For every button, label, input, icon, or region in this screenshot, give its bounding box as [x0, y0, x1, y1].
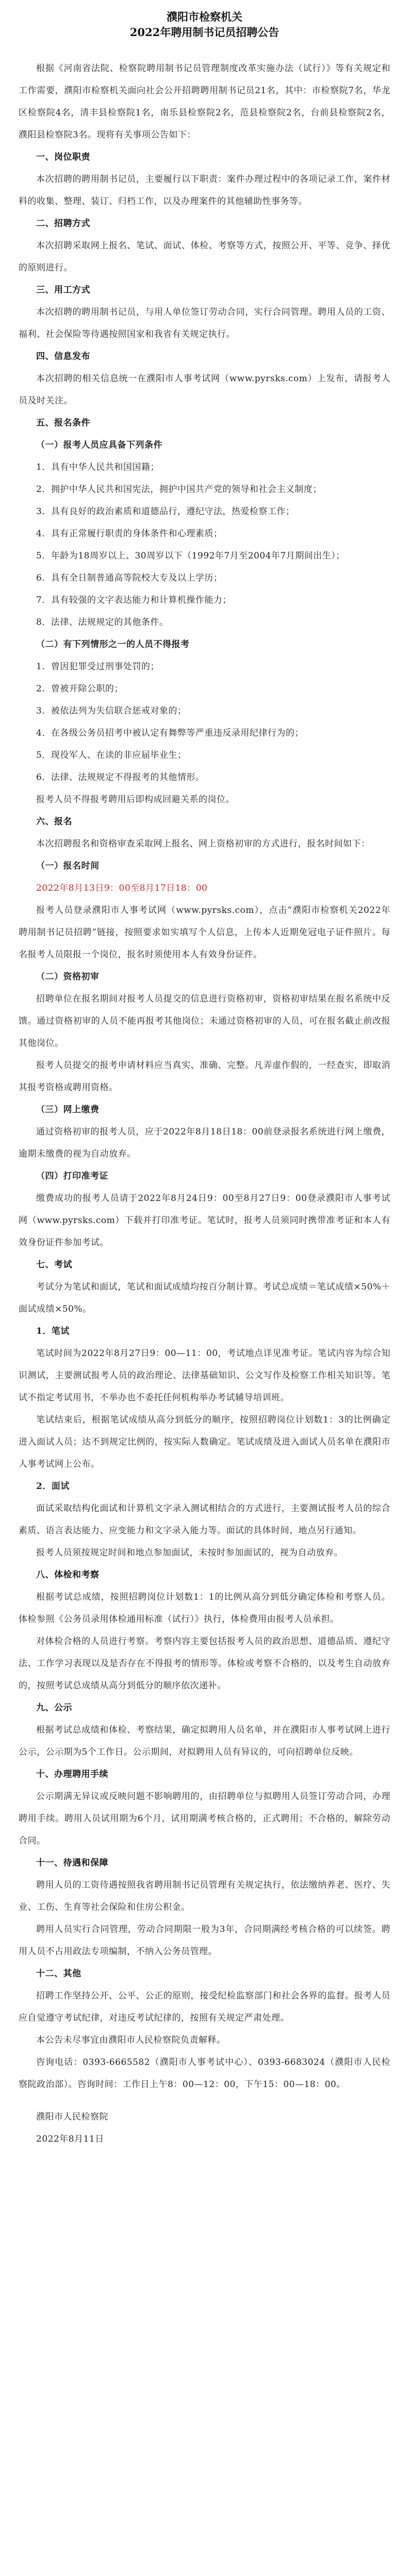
- body-paragraph: 本次招聘的聘用制书记员，主要履行以下职责：案件办理过程中的各项记录工作，案件材料的收集、整理、装订、归档工作，以及办理案件的其他辅助性事务等。: [19, 174, 390, 207]
- subsection-heading: 1．笔试: [36, 1326, 70, 1336]
- subsection-heading: （三）网上缴费: [36, 1105, 100, 1115]
- body-paragraph: 5．年龄为18周岁以上、30周岁以下（1992年7月至2004年7月期间出生）；: [36, 551, 345, 561]
- body-paragraph: 根据《河南省法院、检察院聘用制书记员管理制度改革实施办法（试行）》等有关规定和工作需要，濮阳市检察机关面向社会公开招聘聘用制书记员21名，其中：市检察院7名，华龙区检察院4名，清丰县检察院1名，南乐县检察院2名，范县检察院2名，台前县检察院2名，濮阳县检察院3名。现将有关事项公告如下：: [19, 63, 390, 140]
- body-paragraph: 报考人员提交的报考申请材料应当真实、准确、完整。凡弄虚作假的，一经查实，即取消其报考资格或聘用资格。: [19, 1060, 390, 1093]
- body-paragraph: 报考人员须按规定时间和地点参加面试，未按时参加面试的，视为自动放弃。: [36, 1548, 343, 1558]
- body-paragraph: 2．曾被开除公职的；: [36, 684, 123, 694]
- section-heading: 四、信息发布: [36, 351, 90, 362]
- body-paragraph: 咨询电话：0393-6665582（濮阳市人事考试中心）、0393-6683024（濮阳市人民检察院政治部）。咨询时间：工作日上午8：00—12：00，下午15：00—18：00。: [19, 2057, 390, 2090]
- body-paragraph: 对体检合格的人员进行考察。考察内容主要包括报考人员的政治思想、道德品质、遵纪守法、工作学习表现以及是否存在不得报考的情形等。体检或考察不合格的，以及考生自动放弃的，按照考试总成绩从高分到低分的顺序依次递补。: [19, 1636, 390, 1691]
- body-paragraph: 4．具有正常履行职责的身体条件和心理素质；: [36, 529, 223, 539]
- subsection-heading: （一）报考人员应具备下列条件: [36, 440, 162, 450]
- section-heading: 十二、其他: [36, 1969, 81, 1979]
- body-paragraph: 笔试结束后，根据笔试成绩从高分到低分的顺序，按照招聘岗位计划数1：3的比例确定进入面试人员；达不到规定比例的，按实际人数确定。笔试成绩及进入面试人员名单在濮阳市人事考试网上公布。: [19, 1415, 390, 1469]
- body-paragraph: 本次招聘的相关信息统一在濮阳市人事考试网（www.pyrsks.com）上发布，请报考人员及时关注。: [19, 374, 390, 406]
- body-paragraph: 6．法律、法规规定不得报考的其他情形。: [36, 772, 205, 783]
- body-paragraph: 2022年8月11日: [36, 2134, 104, 2144]
- body-paragraph: 招聘工作坚持公开、公平、公正的原则，接受纪检监察部门和社会各界的监督。报考人员应自觉遵守考试纪律，对违反考试纪律的，按照有关规定严肃处理。: [19, 1991, 390, 2023]
- subsection-heading: （二）资格初审: [36, 972, 100, 982]
- body-paragraph: 聘用人员实行合同管理，劳动合同期限一般为3年，合同期满经考核合格的可以续签。聘用人员不占用政法专项编制，不纳入公务员管理。: [19, 1924, 390, 1957]
- body-paragraph: 报考人员不得报考聘用后即构成回避关系的岗位。: [36, 794, 235, 805]
- section-heading: 六、报名: [36, 817, 72, 827]
- body-paragraph: 1．曾因犯罪受过刑事处罚的；: [36, 662, 159, 672]
- highlight-paragraph: 2022年8月13日9：00至8月17日18：00: [36, 883, 208, 893]
- body-paragraph: 招聘单位在报名期间对报考人员提交的信息进行资格初审，资格初审结果在报名系统中反馈。通过资格初审的人员不能再报考其他岗位；未通过资格初审的人员，可在报名截止前改报其他岗位。: [19, 994, 390, 1048]
- body-paragraph: 缴费成功的报考人员请于2022年8月24日9：00至8月27日9：00登录濮阳市人事考试网（www.pyrsks.com）下载并打印准考证。笔试时，报考人员须同时携带准考证和本人有效身份证件参加考试。: [19, 1193, 390, 1248]
- body-paragraph: 聘用人员的工资待遇按照我省聘用制书记员管理有关规定执行，依法缴纳养老、医疗、失业、工伤、生育等社会保险和住房公积金。: [19, 1880, 390, 1912]
- section-heading: 九、公示: [36, 1703, 72, 1713]
- body-paragraph: 7．具有较强的文字表达能力和计算机操作能力；: [36, 595, 232, 605]
- subsection-heading: （一）报名时间: [36, 861, 100, 871]
- body-paragraph: 5．现役军人、在读的非应届毕业生；: [36, 750, 187, 760]
- body-paragraph: 面试采取结构化面试和计算机文字录入测试相结合的方式进行，主要测试报考人员的综合素质、语言表达能力、应变能力和文字录入能力等。面试的具体时间、地点另行通知。: [19, 1503, 390, 1536]
- section-heading: 十一、待遇和保障: [36, 1858, 108, 1868]
- announcement-body: [19, 58, 390, 2150]
- body-paragraph: 3．被依法列为失信联合惩戒对象的；: [36, 706, 187, 716]
- subsection-heading: 2．面试: [36, 1481, 70, 1492]
- section-heading: 八、体检和考察: [36, 1570, 100, 1580]
- body-paragraph: 报考人员登录濮阳市人事考试网（www.pyrsks.com），点击“濮阳市检察机关2022年聘用制书记员招聘”链接，按照要求如实填写个人信息，上传本人近期免冠电子证件照片。每名报考人员限报一个岗位，报名时须使用本人有效身份证件。: [19, 905, 390, 960]
- body-paragraph: 本次招聘的聘用制书记员，与用人单位签订劳动合同，实行合同管理。聘用人员的工资、福利、社会保险等待遇按照国家和我省有关规定执行。: [19, 307, 390, 340]
- body-paragraph: 笔试时间为2022年8月27日9：00—11：00，考试地点详见准考证。笔试内容为综合知识测试，主要测试报考人员的政治理论、法律基础知识、公文写作及检察工作相关知识等。笔试不指定考试用书，不举办也不委托任何机构举办考试辅导培训班。: [19, 1348, 390, 1403]
- section-heading: 一、岗位职责: [36, 152, 90, 162]
- section-heading: 三、用工方式: [36, 285, 90, 295]
- page-subtitle: 2022年聘用制书记员招聘公告: [129, 26, 280, 39]
- body-paragraph: 本公告未尽事宜由濮阳市人民检察院负责解释。: [36, 2035, 226, 2045]
- body-paragraph: 4．在各级公务员招考中被认定有舞弊等严重违反录用纪律行为的；: [36, 728, 304, 738]
- body-paragraph: 8．法律、法规规定的其他条件。: [36, 617, 169, 628]
- blank-line: [19, 2096, 390, 2106]
- body-paragraph: 通过资格初审的报考人员，应于2022年8月18日18：00前登录报名系统进行网上缴费，逾期未缴费的视为自动放弃。: [19, 1127, 390, 1159]
- subsection-heading: （四）打印准考证: [36, 1171, 108, 1181]
- body-paragraph: 根据考试总成绩和体检、考察结果，确定拟聘用人员名单，并在濮阳市人事考试网上进行公示，公示期为5个工作日。公示期间，对拟聘用人员有异议的，可向招聘单位反映。: [19, 1725, 390, 1757]
- body-paragraph: 濮阳市人民检察院: [36, 2112, 108, 2122]
- body-paragraph: 2．拥护中华人民共和国宪法，拥护中国共产党的领导和社会主义制度；: [36, 484, 322, 495]
- body-paragraph: 考试分为笔试和面试，笔试和面试成绩均按百分制计算。考试总成绩＝笔试成绩×50%＋面试成绩×50%。: [19, 1282, 390, 1314]
- subsection-heading: （二）有下列情形之一的人员不得报考: [36, 639, 190, 650]
- section-heading: 二、招聘方式: [36, 218, 90, 229]
- body-paragraph: 本次招聘采取网上报名、笔试、面试、体检、考察等方式，按照公开、平等、竞争、择优的原则进行。: [19, 241, 390, 273]
- page-title: 濮阳市检察机关: [167, 10, 242, 23]
- body-paragraph: 3．具有良好的政治素质和道德品行，遵纪守法，热爱检察工作；: [36, 506, 295, 517]
- body-paragraph: 根据考试总成绩，按照招聘岗位计划数1：1的比例从高分到低分确定体检和考察人员。体检参照《公务员录用体检通用标准（试行）》执行，体检费用由报考人员承担。: [19, 1592, 390, 1624]
- section-heading: 七、考试: [36, 1260, 72, 1270]
- body-paragraph: 公示期满无异议或反映问题不影响聘用的，由招聘单位与拟聘用人员签订劳动合同，办理聘用手续。聘用人员试用期为6个月，试用期满考核合格的，正式聘用；不合格的，解除劳动合同。: [19, 1791, 390, 1846]
- body-paragraph: 6．具有全日制普通高等院校大专及以上学历；: [36, 573, 223, 583]
- section-heading: 十、办理聘用手续: [36, 1769, 108, 1780]
- body-paragraph: 1．具有中华人民共和国国籍；: [36, 462, 159, 472]
- body-paragraph: 本次招聘报名和资格审查采取网上报名、网上资格初审的方式进行，报名时间如下：: [36, 839, 370, 849]
- section-heading: 五、报名条件: [36, 418, 90, 428]
